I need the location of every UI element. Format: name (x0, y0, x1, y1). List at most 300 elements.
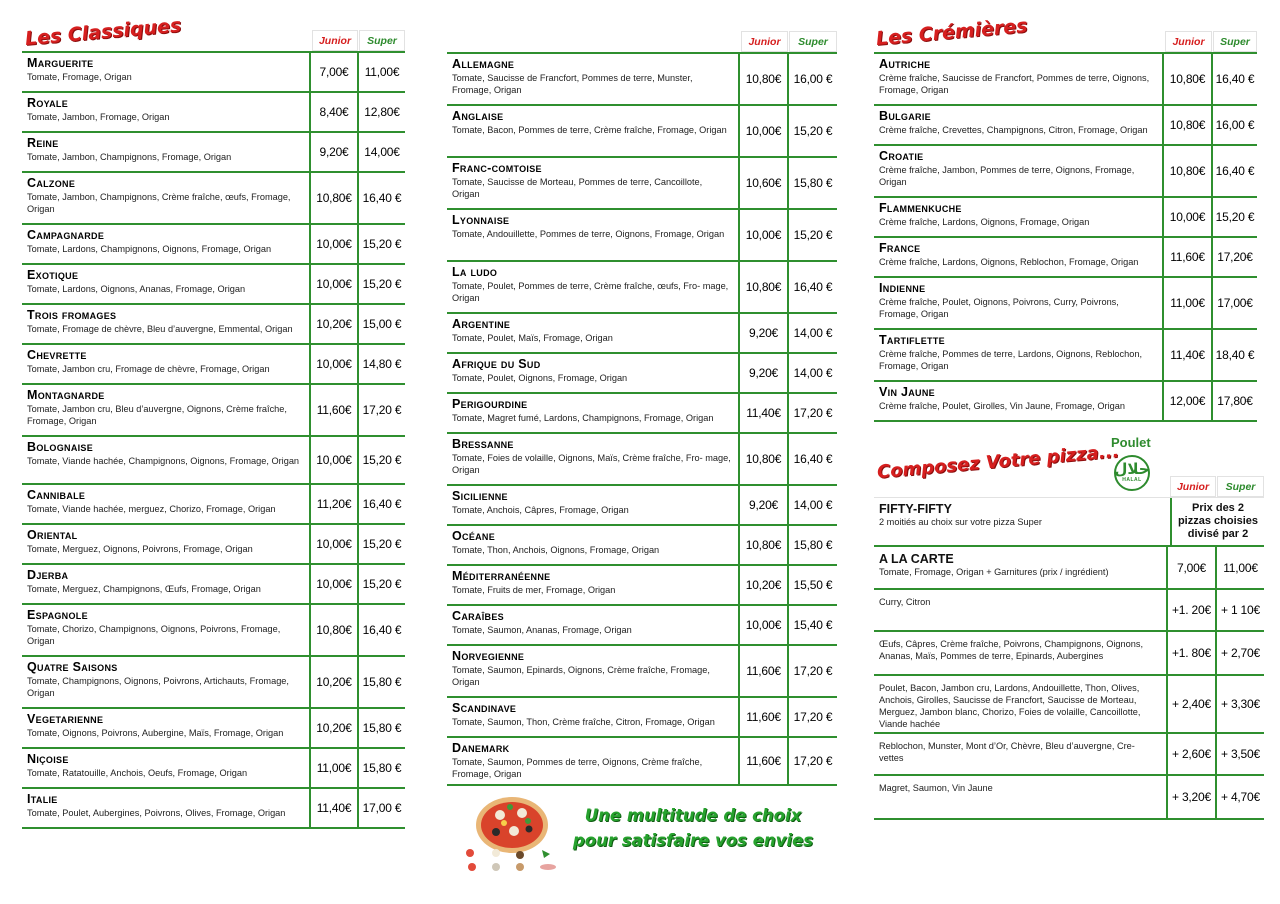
pizza-name: Calzone (27, 176, 76, 190)
price-super: 15,20 € (357, 525, 405, 563)
a-la-carte-title: A LA CARTE (879, 552, 954, 566)
price-junior: 9,20€ (738, 486, 787, 524)
name-cell (874, 382, 1162, 420)
price-junior: 11,60€ (309, 385, 357, 435)
pizza-ingredients: Tomate, Fruits de mer, Fromage, Origan (452, 585, 616, 595)
pizza-row (447, 566, 837, 606)
name-cell (874, 632, 1166, 674)
pizza-row (874, 106, 1257, 146)
name-cell (874, 106, 1162, 144)
pizza-name: Autriche (879, 57, 931, 71)
pizza-row (447, 486, 837, 526)
pizza-row (874, 146, 1257, 198)
pizza-name: Caraîbes (452, 609, 504, 623)
pizza-ingredients: Tomate, Poulet, Aubergines, Poivrons, Olives, Fromage, Origan (27, 808, 286, 818)
pizza-ingredients: Crème fraîche, Jambon, Pommes de terre, Oignons, Fromage, Origan (879, 165, 1135, 187)
slogan (570, 803, 816, 853)
name-cell (22, 93, 309, 131)
pizza-name: Allemagne (452, 57, 515, 71)
price-junior: 11,40€ (738, 394, 787, 432)
price-junior: 10,60€ (738, 158, 787, 208)
pizza-name: Quatre Saisons (27, 660, 118, 674)
price-junior: 11,40€ (309, 789, 357, 827)
pizza-ingredients: Tomate, Saumon, Thon, Crème fraîche, Citron, Fromage, Origan (452, 717, 715, 727)
menu-column-specialites (447, 31, 837, 786)
pizza-name: Vegetarienne (27, 712, 104, 726)
section-title-composez: Composez Votre pizza... (876, 440, 1120, 483)
pizza-row (22, 225, 405, 265)
pizza-name: Tartiflette (879, 333, 945, 347)
poulet-label: Poulet (1111, 435, 1151, 450)
pizza-ingredients: Tomate, Jambon, Champignons, Fromage, Origan (27, 152, 232, 162)
name-cell (874, 238, 1162, 276)
price-super: 16,40 € (1211, 54, 1257, 104)
pizza-ingredients: Tomate, Saucisse de Morteau, Pommes de terre, Cancoillote, Origan (452, 177, 703, 199)
price-super: 15,00 € (357, 305, 405, 343)
price-junior: 10,00€ (309, 265, 357, 303)
pizza-row (447, 526, 837, 566)
price-super: 15,80 € (787, 526, 837, 564)
name-cell (22, 305, 309, 343)
pizza-ingredients: Tomate, Saumon, Epinards, Oignons, Crème fraîche, Fromage, Origan (452, 665, 710, 687)
name-cell (874, 278, 1162, 328)
pizza-row (447, 434, 837, 486)
fifty-fifty-title: FIFTY-FIFTY (879, 502, 952, 516)
price-super: 14,80 € (357, 345, 405, 383)
pizza-name: Cannibale (27, 488, 86, 502)
pizza-name: Niçoise (27, 752, 69, 766)
name-cell (22, 709, 309, 747)
pizza-row (22, 265, 405, 305)
price-super: 17,20 € (787, 738, 837, 784)
halal-label: HALAL (1122, 477, 1142, 483)
a-la-carte-price-junior: 7,00€ (1166, 547, 1215, 588)
pizza-ingredients: Tomate, Poulet, Maïs, Fromage, Origan (452, 333, 613, 343)
header-super: Super (1213, 31, 1257, 52)
pizza-row (447, 646, 837, 698)
name-cell (874, 734, 1166, 774)
pizza-name: Lyonnaise (452, 213, 510, 227)
pizza-row (447, 394, 837, 434)
pizza-name: Marguerite (27, 56, 94, 70)
price-junior: + 2,60€ (1166, 734, 1215, 774)
name-cell (447, 262, 738, 312)
price-junior: 11,60€ (738, 738, 787, 784)
pizza-list (22, 51, 405, 829)
price-junior: +1. 80€ (1166, 632, 1215, 674)
pizza-name: France (879, 241, 921, 255)
pizza-row (447, 106, 837, 158)
price-junior: 11,60€ (1162, 238, 1211, 276)
price-super: + 3,30€ (1215, 676, 1264, 732)
pizza-ingredients: Tomate, Bacon, Pommes de terre, Crème fraîche, Fromage, Origan (452, 125, 727, 135)
pizza-name: Exotique (27, 268, 79, 282)
name-cell (447, 646, 738, 696)
pizza-ingredients: Tomate, Merguez, Champignons, Œufs, Fromage, Origan (27, 584, 261, 594)
price-super: 14,00 € (787, 486, 837, 524)
pizza-name: Méditerranéenne (452, 569, 551, 583)
name-cell (874, 54, 1162, 104)
pizza-name: Argentine (452, 317, 511, 331)
pizza-list (874, 52, 1257, 422)
price-junior: 10,00€ (309, 225, 357, 263)
name-cell (447, 354, 738, 392)
pizza-ingredients: Crème fraîche, Crevettes, Champignons, Citron, Fromage, Origan (879, 125, 1148, 135)
pizza-row (22, 605, 405, 657)
header-junior: Junior (312, 30, 358, 51)
price-super: 15,80 € (787, 158, 837, 208)
price-junior: 11,00€ (309, 749, 357, 787)
price-super: 16,40 € (1211, 146, 1257, 196)
pizza-row (874, 238, 1257, 278)
pizza-row (22, 133, 405, 173)
pizza-row (874, 54, 1257, 106)
price-super: 17,20 € (787, 646, 837, 696)
pizza-list (447, 52, 837, 786)
pizza-name: La ludo (452, 265, 498, 279)
a-la-carte-row (874, 547, 1264, 590)
pizza-ingredients: Tomate, Foies de volaille, Oignons, Maïs, Crème fraîche, Fro- mage, Origan (452, 453, 731, 475)
price-super: 17,80€ (1211, 382, 1257, 420)
extra-row (874, 632, 1264, 676)
price-super: 11,00€ (357, 53, 405, 91)
pizza-row (447, 606, 837, 646)
name-cell (22, 265, 309, 303)
price-super: 16,40 € (357, 605, 405, 655)
pizza-ingredients: Tomate, Viande hachée, merguez, Chorizo, Fromage, Origan (27, 504, 276, 514)
name-cell (22, 749, 309, 787)
price-super: 17,00€ (1211, 278, 1257, 328)
pizza-row (22, 749, 405, 789)
name-cell (447, 158, 738, 208)
section-title-classiques: Les Classiques (24, 14, 183, 50)
pizza-row (22, 709, 405, 749)
fifty-fifty-row (874, 497, 1264, 547)
pizza-ingredients: Tomate, Poulet, Oignons, Fromage, Origan (452, 373, 628, 383)
pizza-ingredients: Tomate, Magret fumé, Lardons, Champignons, Fromage, Origan (452, 413, 714, 423)
name-cell (22, 53, 309, 91)
pizza-ingredients: Tomate, Chorizo, Champignons, Oignons, Poivrons, Fromage, Origan (27, 624, 281, 646)
price-super: 15,80 € (357, 709, 405, 747)
extra-row (874, 776, 1264, 820)
price-super: 14,00 € (787, 354, 837, 392)
price-junior: 11,20€ (309, 485, 357, 523)
pizza-row (447, 354, 837, 394)
price-junior: 10,20€ (309, 709, 357, 747)
price-super: + 2,70€ (1215, 632, 1264, 674)
pizza-row (874, 278, 1257, 330)
price-junior: 10,20€ (738, 566, 787, 604)
price-super: 12,80€ (357, 93, 405, 131)
pizza-row (22, 485, 405, 525)
price-junior: 10,80€ (1162, 146, 1211, 196)
name-cell (447, 698, 738, 736)
price-junior: 10,00€ (309, 437, 357, 483)
extra-row (874, 590, 1264, 632)
pizza-row (447, 738, 837, 786)
header-junior: Junior (741, 31, 788, 52)
pizza-name: Océane (452, 529, 496, 543)
pizza-row (447, 262, 837, 314)
name-cell (447, 566, 738, 604)
header-junior: Junior (1170, 476, 1216, 497)
price-junior: 10,80€ (309, 173, 357, 223)
pizza-ingredients: Crème fraîche, Lardons, Oignons, Reblochon, Fromage, Origan (879, 257, 1139, 267)
pizza-ingredients: Crème fraîche, Pommes de terre, Lardons, Oignons, Reblochon, Fromage, Origan (879, 349, 1142, 371)
name-cell (447, 106, 738, 156)
a-la-carte-desc: Tomate, Fromage, Origan + Garnitures (prix / ingrédient) (879, 567, 1109, 577)
price-junior: 10,00€ (738, 210, 787, 260)
extras-list (874, 590, 1264, 820)
pizza-row (22, 437, 405, 485)
price-junior: 10,00€ (738, 106, 787, 156)
pizza-row (447, 314, 837, 354)
pizza-row (447, 698, 837, 738)
pizza-name: Perigourdine (452, 397, 528, 411)
name-cell (22, 525, 309, 563)
header-super: Super (1217, 476, 1264, 497)
pizza-name: Sicilienne (452, 489, 508, 503)
pizza-name: Scandinave (452, 701, 517, 715)
pizza-name: Vin Jaune (879, 385, 935, 399)
pizza-name: Indienne (879, 281, 926, 295)
pizza-row (447, 210, 837, 262)
price-super: 15,20 € (357, 265, 405, 303)
pizza-name: Reine (27, 136, 59, 150)
price-super: 18,40 € (1211, 330, 1257, 380)
name-cell (447, 314, 738, 352)
name-cell (447, 434, 738, 484)
price-super: 15,80 € (357, 657, 405, 707)
price-super: 15,20 € (1211, 198, 1257, 236)
name-cell (22, 605, 309, 655)
price-super: 15,50 € (787, 566, 837, 604)
pizza-name: Montagnarde (27, 388, 105, 402)
pizza-row (874, 198, 1257, 238)
pizza-row (22, 93, 405, 133)
extra-ingredients: Magret, Saumon, Vin Jaune (879, 783, 993, 793)
price-super: 17,20 € (787, 394, 837, 432)
pizza-name: Campagnarde (27, 228, 105, 242)
pizza-name: Norvegienne (452, 649, 525, 663)
pizza-ingredients: Tomate, Jambon, Fromage, Origan (27, 112, 170, 122)
price-junior: + 2,40€ (1166, 676, 1215, 732)
name-cell (447, 486, 738, 524)
pizza-ingredients: Tomate, Fromage de chèvre, Bleu d’auvergne, Emmental, Origan (27, 324, 293, 334)
pizza-ingredients: Tomate, Viande hachée, Champignons, Oignons, Fromage, Origan (27, 456, 300, 466)
price-super: 16,40 € (357, 173, 405, 223)
price-super: 15,20 € (787, 106, 837, 156)
pizza-row (22, 305, 405, 345)
name-cell (874, 198, 1162, 236)
name-cell (447, 54, 738, 104)
pizza-ingredients: Tomate, Champignons, Oignons, Poivrons, Artichauts, Fromage, Origan (27, 676, 289, 698)
price-junior: 10,00€ (309, 345, 357, 383)
compose-table (874, 476, 1264, 821)
pizza-name: Flammenkuche (879, 201, 962, 215)
name-cell (22, 385, 309, 435)
price-super: + 3,50€ (1215, 734, 1264, 774)
pizza-ingredients: Tomate, Andouillette, Pommes de terre, Oignons, Fromage, Origan (452, 229, 725, 239)
pizza-row (22, 53, 405, 93)
pizza-row (22, 565, 405, 605)
name-cell (22, 565, 309, 603)
price-junior: 8,40€ (309, 93, 357, 131)
fifty-fifty-desc: 2 moitiés au choix sur votre pizza Super (879, 517, 1042, 527)
price-super: + 4,70€ (1215, 776, 1264, 818)
price-junior: 9,20€ (738, 314, 787, 352)
extra-ingredients: Reblochon, Munster, Mont d’Or, Chèvre, Bleu d’auvergne, Cre- vettes (879, 741, 1135, 763)
price-junior: 10,80€ (738, 434, 787, 484)
pizza-ingredients: Tomate, Saumon, Ananas, Fromage, Origan (452, 625, 632, 635)
pizza-ingredients: Tomate, Saucisse de Francfort, Pommes de terre, Munster, Fromage, Origan (452, 73, 693, 95)
price-super: 16,00 € (787, 54, 837, 104)
fifty-fifty-price: Prix des 2 pizzas choisies divisé par 2 (1170, 498, 1264, 545)
name-cell (874, 776, 1166, 818)
pizza-name: Bressanne (452, 437, 514, 451)
name-cell (22, 789, 309, 827)
price-super: + 1 10€ (1215, 590, 1264, 630)
price-junior: 12,00€ (1162, 382, 1211, 420)
pizza-ingredients: Tomate, Ratatouille, Anchois, Oeufs, Fromage, Origan (27, 768, 248, 778)
pizza-name: Danemark (452, 741, 510, 755)
price-super: 16,40 € (357, 485, 405, 523)
header-super: Super (359, 30, 405, 51)
price-junior: 10,20€ (309, 305, 357, 343)
name-cell (447, 606, 738, 644)
pizza-name: Royale (27, 96, 69, 110)
name-cell (447, 738, 738, 784)
price-junior: 10,80€ (738, 54, 787, 104)
name-cell (874, 146, 1162, 196)
pizza-row (22, 657, 405, 709)
menu-column-classiques (22, 30, 405, 830)
name-cell (874, 676, 1166, 732)
slogan-line-2: pour satisfaire vos envies (572, 831, 814, 850)
price-super: 17,20 € (787, 698, 837, 736)
extra-ingredients: Œufs, Câpres, Crème fraîche, Poivrons, Champignons, Oignons, Ananas, Maïs, Pommes de terre, Epinards, Aubergines (879, 639, 1144, 661)
pizza-ingredients: Crème fraîche, Poulet, Oignons, Poivrons, Curry, Poivrons, Fromage, Origan (879, 297, 1119, 319)
name-cell (22, 485, 309, 523)
price-super: 17,20€ (1211, 238, 1257, 276)
name-cell (874, 590, 1166, 630)
price-junior: 10,80€ (309, 605, 357, 655)
pizza-name: Bulgarie (879, 109, 931, 123)
name-cell (22, 657, 309, 707)
price-junior: + 3,20€ (1166, 776, 1215, 818)
pizza-name: Oriental (27, 528, 78, 542)
slogan-line-1: Une multitude de choix (584, 806, 802, 825)
pizza-ingredients: Tomate, Lardons, Oignons, Ananas, Fromage, Origan (27, 284, 246, 294)
pizza-ingredients: Tomate, Anchois, Câpres, Fromage, Origan (452, 505, 629, 515)
extra-row (874, 676, 1264, 734)
price-junior: 10,80€ (738, 526, 787, 564)
pizza-row (874, 382, 1257, 422)
pizza-ingredients: Tomate, Lardons, Champignons, Oignons, Fromage, Origan (27, 244, 272, 254)
pizza-row (22, 385, 405, 437)
price-junior: 11,40€ (1162, 330, 1211, 380)
price-junior: 11,60€ (738, 698, 787, 736)
price-junior: 10,00€ (309, 525, 357, 563)
pizza-ingredients: Tomate, Poulet, Pommes de terre, Crème fraîche, œufs, Fro- mage, Origan (452, 281, 729, 303)
pizza-name: Djerba (27, 568, 69, 582)
price-junior: 10,00€ (309, 565, 357, 603)
pizza-ingredients: Tomate, Merguez, Oignons, Poivrons, Fromage, Origan (27, 544, 253, 554)
price-super: 17,00 € (357, 789, 405, 827)
extra-ingredients: Curry, Citron (879, 597, 931, 607)
pizza-row (22, 173, 405, 225)
name-cell (447, 394, 738, 432)
name-cell (874, 330, 1162, 380)
price-junior: +1. 20€ (1166, 590, 1215, 630)
pizza-row (447, 158, 837, 210)
pizza-name: Croatie (879, 149, 924, 163)
pizza-row (874, 330, 1257, 382)
pizza-row (22, 345, 405, 385)
price-junior: 10,00€ (738, 606, 787, 644)
pizza-row (447, 54, 837, 106)
price-junior: 7,00€ (309, 53, 357, 91)
price-junior: 11,60€ (738, 646, 787, 696)
halal-glyph: حلال (1114, 461, 1150, 478)
price-junior: 11,00€ (1162, 278, 1211, 328)
price-super: 15,20 € (357, 437, 405, 483)
price-junior: 10,80€ (1162, 106, 1211, 144)
price-super: 14,00€ (357, 133, 405, 171)
name-cell (22, 345, 309, 383)
price-super: 15,40 € (787, 606, 837, 644)
pizza-name: Trois fromages (27, 308, 117, 322)
price-super: 15,20 € (787, 210, 837, 260)
name-cell (447, 526, 738, 564)
pizza-row (22, 789, 405, 829)
name-cell (22, 173, 309, 223)
pizza-name: Bolognaise (27, 440, 94, 454)
pizza-illustration (462, 795, 562, 877)
pizza-ingredients: Tomate, Jambon cru, Fromage de chèvre, Fromage, Origan (27, 364, 270, 374)
pizza-ingredients: Tomate, Thon, Anchois, Oignons, Fromage, Origan (452, 545, 660, 555)
name-cell (22, 437, 309, 483)
pizza-ingredients: Crème fraîche, Saucisse de Francfort, Pommes de terre, Oignons, Fromage, Origan (879, 73, 1150, 95)
pizza-name: Anglaise (452, 109, 504, 123)
price-super: 16,00 € (1211, 106, 1257, 144)
pizza-name: Chevrette (27, 348, 87, 362)
price-junior: 10,00€ (1162, 198, 1211, 236)
price-junior: 10,80€ (738, 262, 787, 312)
name-cell (22, 225, 309, 263)
price-junior: 9,20€ (309, 133, 357, 171)
price-junior: 10,80€ (1162, 54, 1211, 104)
extra-ingredients: Poulet, Bacon, Jambon cru, Lardons, Andouillette, Thon, Olives, Anchois, Girolles, Saucisse de Francfort, Saucisse de Morteau, Merguez, Jambon blanc, Chorizo, Foies de volaille, Cancoillotte, Viande hachée (879, 683, 1141, 729)
pizza-ingredients: Crème fraîche, Lardons, Oignons, Fromage, Origan (879, 217, 1090, 227)
price-super: 17,20 € (357, 385, 405, 435)
price-junior: 10,20€ (309, 657, 357, 707)
price-super: 15,20 € (357, 225, 405, 263)
name-cell (22, 133, 309, 171)
price-super: 16,40 € (787, 434, 837, 484)
name-cell (447, 210, 738, 260)
price-super: 15,80 € (357, 749, 405, 787)
pizza-row (22, 525, 405, 565)
pizza-name: Italie (27, 792, 58, 806)
pizza-ingredients: Crème fraîche, Poulet, Girolles, Vin Jaune, Fromage, Origan (879, 401, 1125, 411)
price-super: 16,40 € (787, 262, 837, 312)
extra-row (874, 734, 1264, 776)
price-super: 14,00 € (787, 314, 837, 352)
pizza-ingredients: Tomate, Jambon, Champignons, Crème fraîche, œufs, Fromage, Origan (27, 192, 291, 214)
header-junior: Junior (1165, 31, 1212, 52)
price-super: 15,20 € (357, 565, 405, 603)
